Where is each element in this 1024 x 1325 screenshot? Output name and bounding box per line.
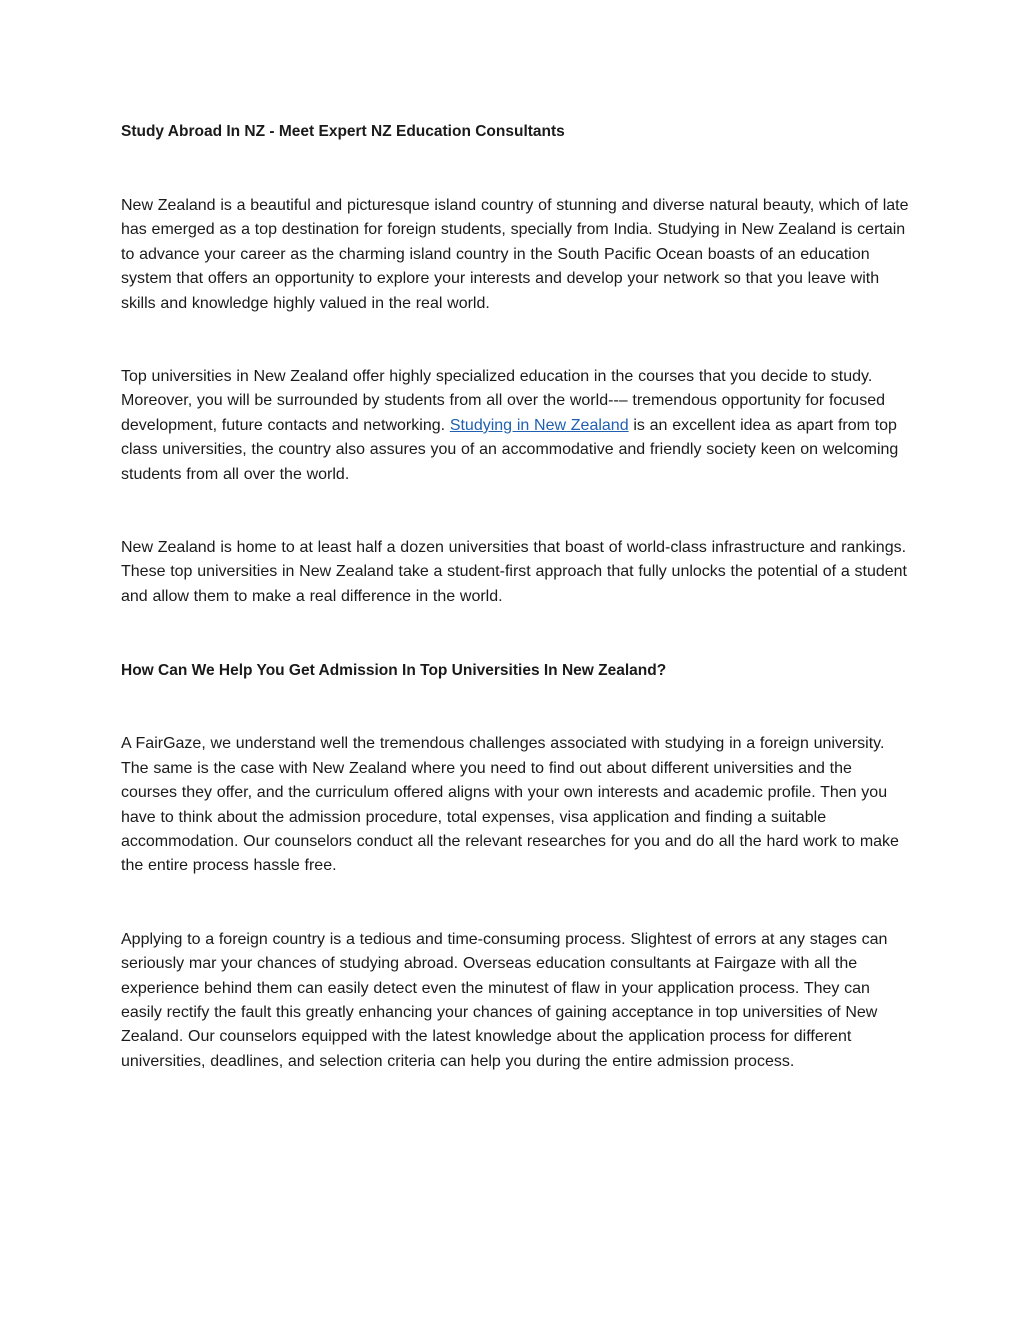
document-title: Study Abroad In NZ - Meet Expert NZ Education Consultants xyxy=(121,123,565,140)
paragraph-text: Top universities in New Zealand offer highly specialized education in the courses that you decide to study. Moreover, you will be surrounded by students from all over the world--– tremendous opportunity for focused development, future contacts and networking. xyxy=(121,368,885,434)
document-page xyxy=(121,120,911,1074)
paragraph-rankings: New Zealand is home to at least half a dozen universities that boast of world-class infrastructure and rankings. These top universities in New Zealand take a student-first approach that fully unlocks the potential of a student and allow them to make a real difference in the world. xyxy=(121,539,907,605)
paragraph-application: Applying to a foreign country is a tedious and time-consuming process. Slightest of errors at any stages can seriously mar your chances of studying abroad. Overseas education consultants at Fairgaze with all the experience behind them can easily detect even the minutest of flaw in your application process. They can easily rectify the fault this greatly enhancing your chances of gaining acceptance in top universities of New Zealand. Our counselors equipped with the latest knowledge about the application process for different universities, deadlines, and selection criteria can help you during the entire admission process. xyxy=(121,930,888,1070)
spacer xyxy=(121,316,911,365)
spacer xyxy=(121,683,911,732)
spacer xyxy=(121,487,911,536)
paragraph-intro: New Zealand is a beautiful and picturesque island country of stunning and diverse natural beauty, which of late has emerged as a top destination for foreign students, specially from India. Studying in New Zealand is certain to advance your career as the charming island country in the South Pacific Ocean boasts of an education system that offers an opportunity to explore your interests and develop your network so that you leave with skills and knowledge highly valued in the real world. xyxy=(121,197,909,312)
paragraph-text: is an excellent idea as apart from top class universities, the country also assures you of an accommodative and friendly society keen on welcoming students from all over the world. xyxy=(121,416,899,483)
section-heading: How Can We Help You Get Admission In Top Universities In New Zealand? xyxy=(121,662,667,680)
studying-in-new-zealand-link[interactable]: Studying in New Zealand xyxy=(449,416,629,434)
spacer xyxy=(121,879,911,928)
spacer xyxy=(121,144,911,194)
spacer xyxy=(121,609,911,659)
paragraph-challenges: A FairGaze, we understand well the tremendous challenges associated with studying in a foreign university. The same is the case with New Zealand where you need to find out about different universities and the courses they offer, and the curriculum offered aligns with your own interests and academic profile. Then you have to think about the admission procedure, total expenses, visa application and finding a suitable accommodation. Our counselors conduct all the relevant researches for you and do all the hard work to make the entire process hassle free. xyxy=(121,735,899,875)
paragraph-universities xyxy=(121,365,911,487)
